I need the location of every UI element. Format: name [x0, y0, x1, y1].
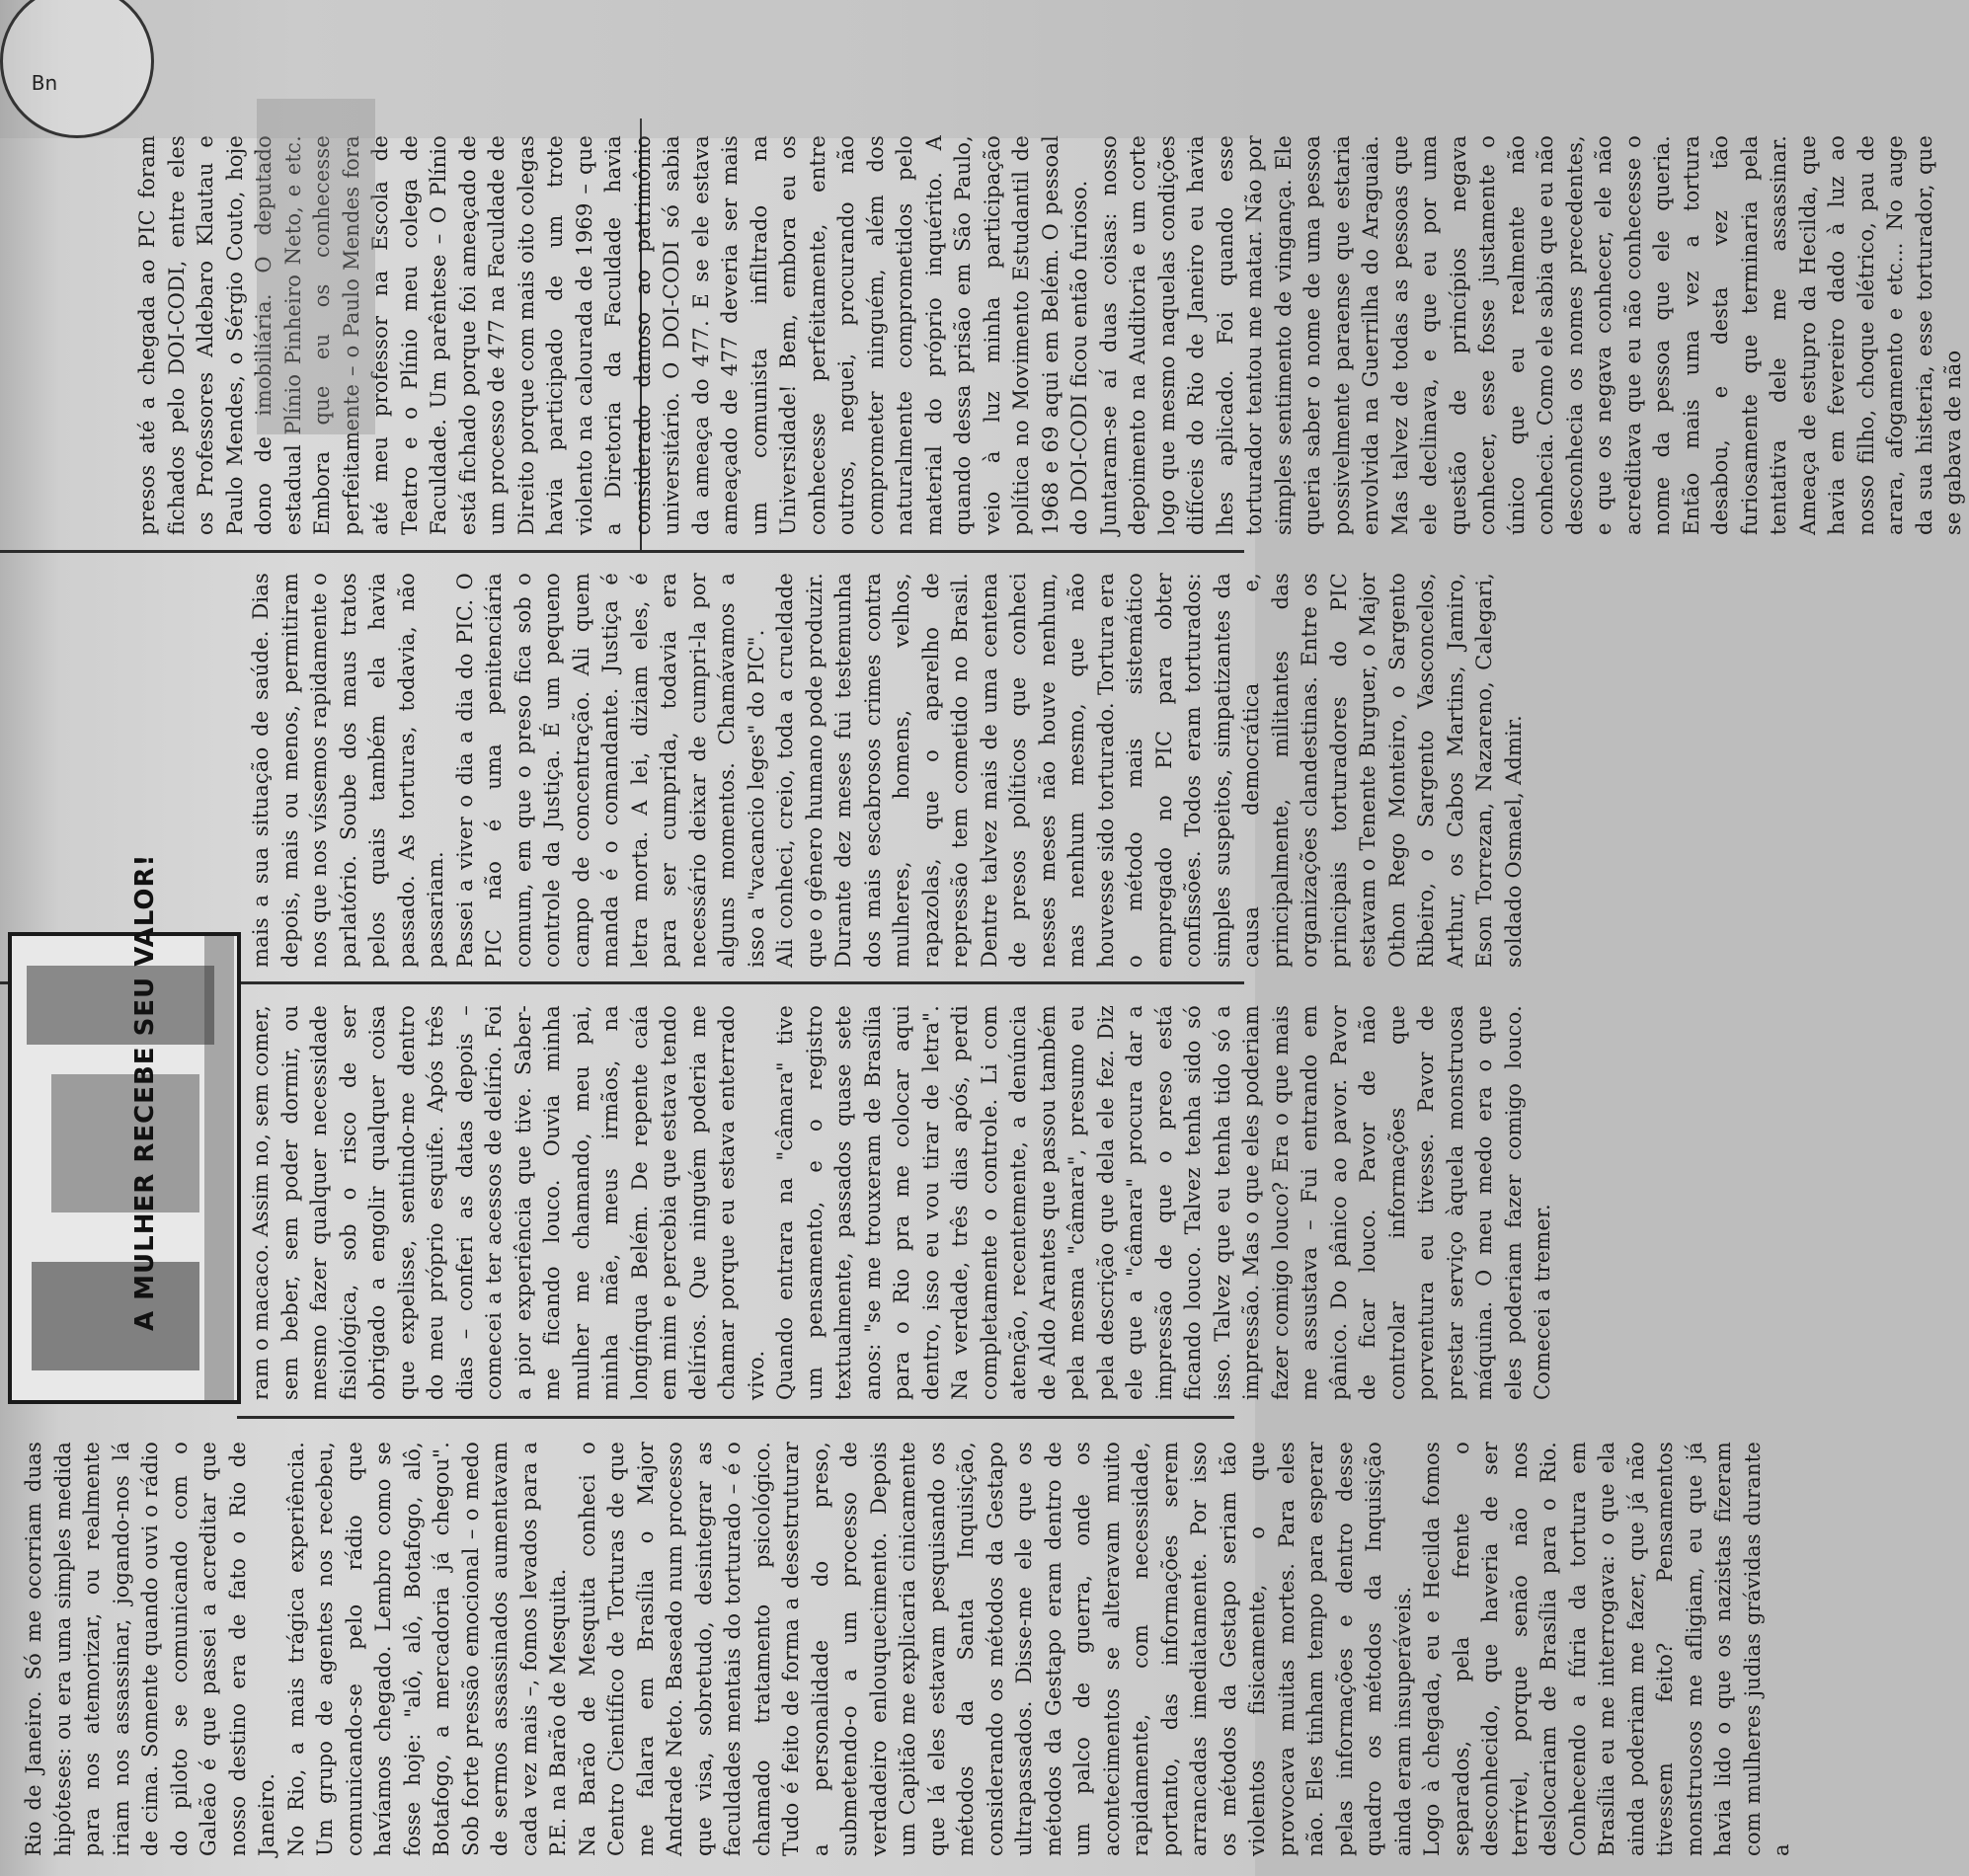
column-text: Rio de Janeiro. Só me ocorriam duas hipóteses: ou era uma simples medida para nos atemorizar, ou realmente iriam nos assassinar, jogando-nos lá de cima. Somente quando ouvi o rádio do piloto se comunicando com o Galeão é que passei a acreditar que nosso destino era de fato o Rio de Janeiro. No Rio, a mais trágica experiência. Um grupo de agentes nos recebeu, comunicando-se pelo rádio que havíamos chegado. Lembro como se fosse hoje: "alô, alô, Botafogo, alô, Botafogo, a mercadoria já chegou". Sob forte pressão emocional – o medo de sermos assassinados aumentavam cada vez mais –, fomos levados para a P.E. na Barão de Mesquita. Na Barão de Mesquita conheci o Centro Científico de Torturas de que me falara em Brasília o Major Andrade Neto. Baseado num processo que visa, sobretudo, desintegrar as faculdades mentais do torturado – é o chamado tratamento psicológico. Tudo é feito de forma a desestruturar a personalidade do preso, submetendo-o a um processo de verdadeiro enlouquecimento. Depois um Capitão me explicaria cinicamente que lá eles estavam pesquisando os métodos da Santa Inquisição, considerando os métodos da Gestapo ultrapassados. Disse-me ele que os métodos da Gestapo eram dentro de um palco de guerra, onde os acontecimentos se alteravam muito rapidamente, com necessidade, portanto, das informações serem arrancadas imediatamente. Por isso os métodos da Gestapo seriam tão violentos fisicamente, o que provocava muitas mortes. Para eles não. Eles tinham tempo para esperar pelas informações e dentro desse quadro os métodos da Inquisição ainda eram insuperáveis. Logo à chegada, eu e Hecilda fomos separados, pela frente o desconhecido, que haveria de ser terrível, porque senão não nos deslocariam de Brasília para o Rio. Conhecendo a fúria da tortura em Brasília eu me interrogava: o que ela ainda poderiam me fazer, que já não tivessem feito? Pensamentos monstruosos me afligiam, eu que já havia lido o que os nazistas fizeram com mulheres judias grávidas durante a: [22, 1442, 1793, 1856]
stamp-mark: Bn: [31, 70, 58, 95]
column-text: ram o macaco. Assim no, sem comer, sem beber, sem poder dormir, ou mesmo fazer qualquer necessidade fisiológica, sob o risco de ser obrigado a engolir qualquer coisa que expelisse, sentindo-me dentro do meu próprio esquife. Após três dias – conferi as datas depois – comecei a ter acessos de delírio. Foi a pior experiência que tive. Saber-me ficando louco. Ouvia minha mulher me chamando, meu pai, minha mãe, meus irmãos, na longínqua Belém. De repente caía em mim e percebia que estava tendo delírios. Que ninguém poderia me chamar porque eu estava enterrado vivo. Quando entrara na "câmara" tive um pensamento, e o registro textualmente, passados quase sete anos: "se me trouxeram de Brasília para o Rio pra me colocar aqui dentro, isso eu vou tirar de letra". Na verdade, três dias após, perdi completamente o controle. Li com atenção, recentemente, a denúncia de Aldo Arantes que passou também pela mesma "câmara", presumo eu pela descrição que dela ele fez. Diz ele que a "câmara" procura dar a impressão de que o preso está ficando louco. Talvez tenha sido só isso. Talvez que eu tenha tido só a impressão. Mas o que eles poderiam fazer comigo louco? Era o que mais me assustava – Fui entrando em pânico. Do pânico ao pavor. Pavor de ficar louco. Pavor de não controlar informações que porventura eu tivesse. Pavor de prestar serviço àquela monstruosa máquina. O meu medo era o que eles poderiam fazer comigo louco. Comecei a tremer.: [249, 1005, 1554, 1400]
article-column-1: [20, 1442, 1793, 1856]
article-column-2: [247, 1005, 1554, 1400]
column-text: mais a sua situação de saúde. Dias depois, mais ou menos, permitiram nos que nos víssemos rapidamente o parlatório. Soube dos maus tratos pelos quais também ela havia passado. As torturas, todavia, não passariam. Passei a viver o dia a dia do PIC. O PIC não é uma penitenciária comum, em que o preso fica sob o controle da Justiça. É um pequeno campo de concentração. Ali quem manda é o comandante. Justiça é letra morta. A lei, diziam eles, é para ser cumprida, todavia era necessário deixar de cumpri-la por alguns momentos. Chamávamos a isso a "vacancio leges" do PIC". Ali conheci, creio, toda a crueldade que o gênero humano pode produzir. Durante dez meses fui testemunha dos mais escabrosos crimes contra mulheres, homens, velhos, rapazolas, que o aparelho de repressão tem cometido no Brasil. Dentre talvez mais de uma centena de presos políticos que conheci nesses meses não houve nenhum, mas nenhum mesmo, que não houvesse sido torturado. Tortura era o método mais sistemático empregado no PIC para obter confissões. Todos eram torturados: simples suspeitos, simpatizantes da causa democrática e, principalmente, militantes das organizações clandestinas. Entre os principais torturadores do PIC estavam o Tenente Burguer, o Major Othon Rego Monteiro, o Sargento Ribeiro, o Sargento Vasconcelos, Arthur, os Cabos Martins, Jamiro, Eson Torrezan, Nazareno, Calegari, soldado Osmael, Admir.: [249, 573, 1526, 968]
photo-shadow: [32, 1262, 199, 1370]
column-rule: [237, 1416, 1234, 1419]
photo-shadow: [204, 936, 234, 1400]
column-text: presos até a chegada ao PIC foram fichados pelo DOI-CODI, entre eles os Professores Aldebaro Klautau e Paulo Mendes, o Sérgio Couto, hoje dono de imobiliária. O deputado estadual Plínio Pinheiro Neto, e etc. Embora que eu os conhecesse perfeitamente – o Paulo Mendes fora até meu professor na Escola de Teatro e o Plínio meu colega de Faculdade. Um parêntese – O Plínio está fichado porque foi ameaçado de um processo de 477 na Faculdade de Direito porque com mais oito colegas havia participado de um trote violento na calourada de 1969 – que a Diretoria da Faculdade havia considerado danoso ao patrimônio universitário. O DOI-CODI só sabia da ameaça do 477. E se ele estava ameaçado de 477 deveria ser mais um comunista infiltrado na Universidade! Bem, embora eu os conhecesse perfeitamente, entre outros, neguei, procurando não comprometer ninguém, além dos naturalmente comprometidos pelo material do próprio inquérito. A quando dessa prisão em São Paulo, veio à luz minha participação política no Movimento Estudantil de 1968 e 69 aqui em Belém. O pessoal do DOI-CODI ficou então furioso. Juntaram-se aí duas coisas: nosso depoimento na Auditoria e um corte logo que mesmo naquelas condições difíceis do Rio de Janeiro eu havia lhes aplicado. Foi quando esse torturador tentou me matar. Não por simples sentimento de vingança. Ele queria saber o nome de uma pessoa possivelmente paraense que estaria envolvida na Guerrilha do Araguaia. Mas talvez de todas as pessoas que ele declinava, e que eu por uma questão de princípios negava conhecer, esse fosse justamente o único que eu realmente não conhecia. Como ele sabia que eu não desconhecia os nomes precedentes, e que os negava conhecer, ele não acreditava que eu não conhecesse o nome da pessoa que ele queria. Então mais uma vez a tortura desabou, e desta vez tão furiosamente que terminaria pela tentativa dele me assassinar. Ameaça de estupro da Hecilda, que havia em fevereiro dado à luz ao nosso filho, choque elétrico, pau de arara, afogamento e etc... No auge da sua histeria, esse torturador, que se gabava de não: [135, 135, 1965, 535]
column-rule: [0, 550, 1244, 553]
photo-caption: A MULHER RECEBE SEU VALOR!: [130, 853, 160, 1331]
photo-shadow: [27, 966, 214, 1045]
scan-artifact: [0, 0, 1255, 138]
news-photo: [8, 853, 241, 1404]
scan-artifact: [257, 99, 375, 434]
article-column-3: [247, 573, 1526, 968]
photo-shadow: [51, 1074, 199, 1212]
